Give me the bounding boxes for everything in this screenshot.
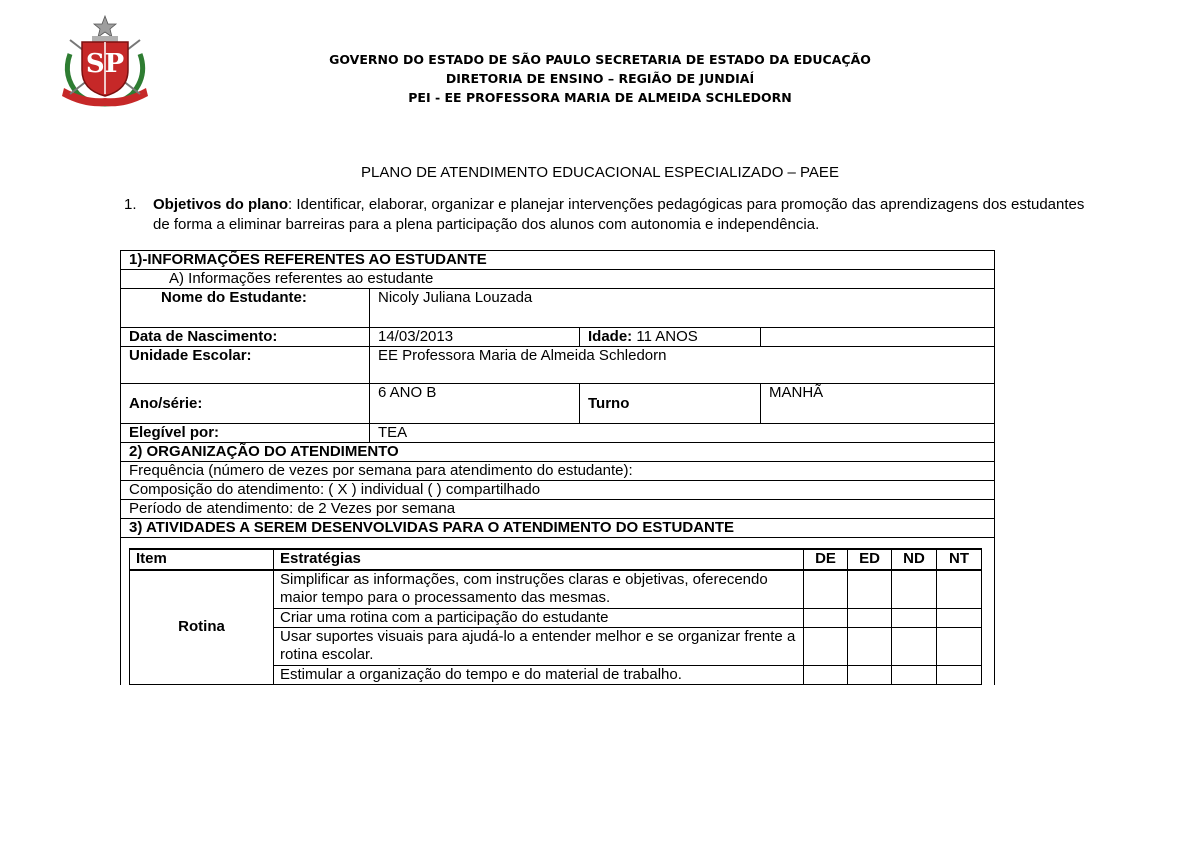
- student-name-value: Nicoly Juliana Louzada: [370, 289, 995, 328]
- frequency-row: Frequência (número de vezes por semana para atendimento do estudante):: [121, 462, 995, 481]
- objective-paragraph: [124, 195, 1104, 235]
- header-ed: ED: [848, 549, 892, 570]
- activities-table: [129, 548, 982, 685]
- objective-number: 1.: [124, 196, 137, 213]
- mark-cell: [804, 665, 848, 684]
- header-line-school: PEI - EE PROFESSORA MARIA DE ALMEIDA SCHLEDORN: [408, 90, 792, 105]
- shift-value: MANHÃ: [761, 384, 995, 424]
- section2-title: 2) ORGANIZAÇÃO DO ATENDIMENTO: [121, 443, 995, 462]
- strategy-cell: Estimular a organização do tempo e do material de trabalho.: [274, 665, 804, 684]
- header-de: DE: [804, 549, 848, 570]
- mark-cell: [804, 570, 848, 608]
- mark-cell: [892, 665, 937, 684]
- header-line-directorate: DIRETORIA DE ENSINO – REGIÃO DE JUNDIAÍ: [445, 71, 755, 86]
- mark-cell: [892, 627, 937, 665]
- header-item: Item: [130, 549, 274, 570]
- birth-date-label: Data de Nascimento:: [121, 328, 370, 347]
- student-plan-table: [120, 250, 995, 685]
- mark-cell: [848, 665, 892, 684]
- empty-cell: [761, 328, 995, 347]
- school-unit-value: EE Professora Maria de Almeida Schledorn: [370, 347, 995, 384]
- mark-cell: [892, 570, 937, 608]
- header-nt: NT: [937, 549, 982, 570]
- strategy-cell: Simplificar as informações, com instruções claras e objetivas, oferecendo maior tempo para o processamento das mesmas.: [274, 570, 804, 608]
- strategy-cell: Criar uma rotina com a participação do estudante: [274, 608, 804, 627]
- section1-subtitle: A) Informações referentes ao estudante: [121, 270, 995, 289]
- mark-cell: [804, 627, 848, 665]
- grade-value: 6 ANO B: [370, 384, 580, 424]
- activities-container: [121, 538, 995, 685]
- mark-cell: [937, 608, 982, 627]
- section3-title: 3) ATIVIDADES A SEREM DESENVOLVIDAS PARA O ATENDIMENTO DO ESTUDANTE: [121, 519, 995, 538]
- shift-label: Turno: [580, 384, 761, 424]
- age-label: Idade:: [588, 328, 633, 345]
- composition-row: Composição do atendimento: ( X ) individual ( ) compartilhado: [121, 481, 995, 500]
- period-row: Período de atendimento: de 2 Vezes por semana: [121, 500, 995, 519]
- objective-label: Objetivos do plano: [153, 196, 289, 213]
- age-cell: [580, 328, 761, 347]
- document-title: PLANO DE ATENDIMENTO EDUCACIONAL ESPECIALIZADO – PAEE: [361, 164, 839, 181]
- student-name-label: Nome do Estudante:: [121, 289, 370, 328]
- strategy-cell: Usar suportes visuais para ajudá-lo a entender melhor e se organizar frente a rotina escolar.: [274, 627, 804, 665]
- mark-cell: [937, 665, 982, 684]
- svg-text:SP: SP: [85, 49, 125, 79]
- mark-cell: [892, 608, 937, 627]
- age-value: 11 ANOS: [632, 328, 698, 345]
- institution-header: [250, 50, 950, 107]
- header-strategies: Estratégias: [274, 549, 804, 570]
- item-rotina: Rotina: [130, 570, 274, 684]
- grade-label: Ano/série:: [121, 384, 370, 424]
- eligible-label: Elegível por:: [121, 424, 370, 443]
- mark-cell: [937, 570, 982, 608]
- birth-date-value: 14/03/2013: [370, 328, 580, 347]
- objective-text: : Identificar, elaborar, organizar e planejar intervenções pedagógicas para promoção das aprendizagens dos estudantes de forma a eliminar barreiras para a plena participação dos alunos com autonomia e independência.: [153, 196, 1085, 233]
- header-nd: ND: [892, 549, 937, 570]
- eligible-value: TEA: [370, 424, 995, 443]
- mark-cell: [848, 608, 892, 627]
- objective-body: [153, 195, 1104, 235]
- school-unit-label: Unidade Escolar:: [121, 347, 370, 384]
- mark-cell: [937, 627, 982, 665]
- mark-cell: [804, 608, 848, 627]
- section1-title: 1)-INFORMAÇÕES REFERENTES AO ESTUDANTE: [121, 251, 995, 270]
- header-line-government: GOVERNO DO ESTADO DE SÃO PAULO SECRETARIA DE ESTADO DA EDUCAÇÃO: [329, 52, 871, 67]
- mark-cell: [848, 570, 892, 608]
- state-coat-of-arms-logo: [56, 14, 154, 110]
- mark-cell: [848, 627, 892, 665]
